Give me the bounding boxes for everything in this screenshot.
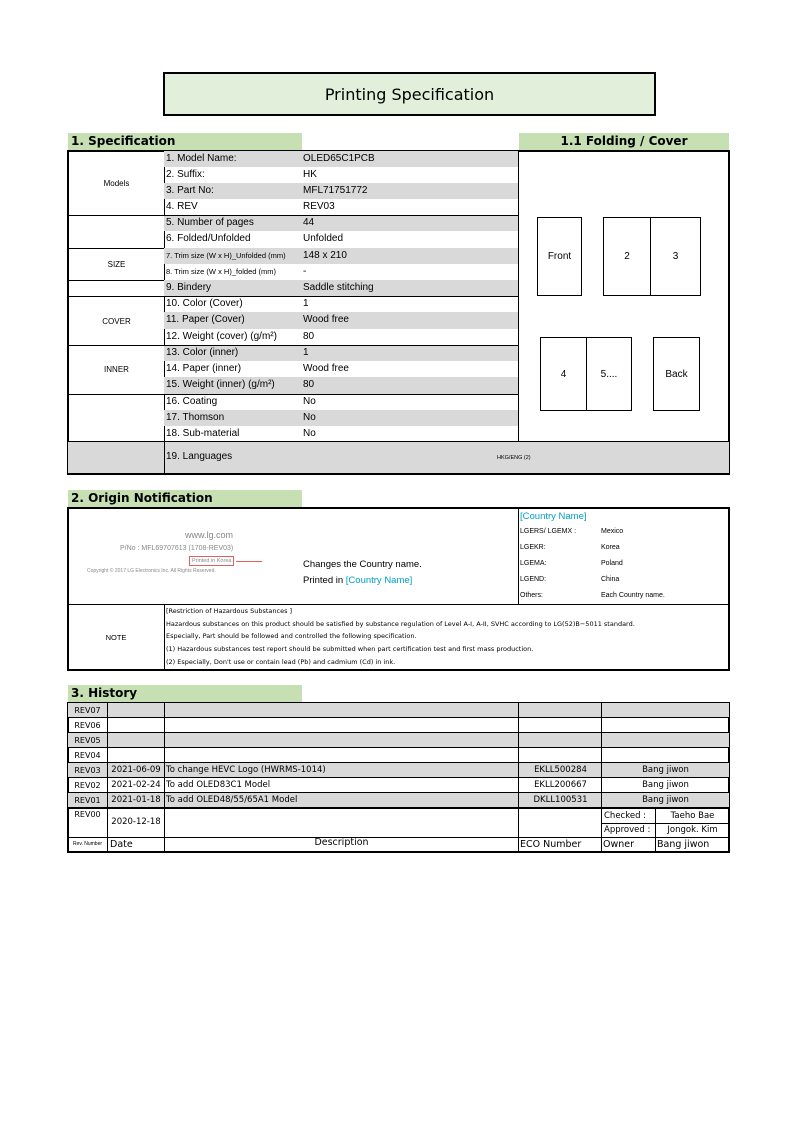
history-section-title: 3. History <box>68 685 302 702</box>
note-line: Especially, Part should be followed and controlled the following specification. <box>166 632 417 640</box>
country-name: Each Country name. <box>601 592 665 599</box>
country-code: Others: <box>520 592 543 599</box>
checked-label: Checked : <box>604 811 647 821</box>
history-row <box>68 748 729 763</box>
country-code: LGEND: <box>520 576 547 583</box>
country-code: LGERS/ LGEMX : <box>520 528 577 535</box>
spec-row-value: No <box>303 412 316 423</box>
history-date: 2021-01-18 <box>111 795 161 805</box>
sample-part: P/No : MFL69707613 (1708-REV03) <box>120 545 234 552</box>
spec-row-value: 1 <box>303 298 309 309</box>
country-name: China <box>601 576 620 583</box>
spec-divider <box>518 151 519 442</box>
history-row <box>68 793 729 808</box>
panel-4: 4 <box>540 337 587 411</box>
rev00-top <box>68 808 729 809</box>
hist-col-line <box>518 703 519 852</box>
printed-in-text: Printed in [Country Name] <box>303 575 413 586</box>
spec-row-value: Saddle stitching <box>303 282 374 293</box>
rev00-label: REV00 <box>74 810 101 819</box>
spec-row-value: HK <box>303 169 317 180</box>
spec-row-value: Wood free <box>303 314 349 325</box>
country-name: Mexico <box>601 528 624 535</box>
history-row <box>68 763 729 778</box>
sample-copyright: Copyright © 2017 LG Electronics Inc. All Rights Reserved. <box>87 568 216 574</box>
footer-rev: Rev. Number <box>72 841 103 847</box>
spec-row-key: 9. Bindery <box>166 282 212 293</box>
spec-row-value: REV03 <box>303 201 335 212</box>
spec-row-value: 148 x 210 <box>303 250 347 261</box>
grp-sep <box>68 215 518 216</box>
approved-label: Approved : <box>604 825 651 835</box>
panel-back: Back <box>653 337 700 411</box>
page-title: Printing Specification <box>163 72 656 116</box>
country-row <box>520 588 728 604</box>
history-owner: Bang jiwon <box>642 780 689 790</box>
checked-name: Taeho Bae <box>670 811 715 821</box>
note-label: NOTE <box>105 632 127 642</box>
sample-url: www.lg.com <box>185 530 234 540</box>
spec-row <box>164 183 518 199</box>
history-row <box>68 778 729 793</box>
grp-sep <box>68 280 164 281</box>
spec-row <box>164 151 518 167</box>
panel-2: 2 <box>603 217 651 296</box>
origin-divider <box>518 508 519 604</box>
history-eco: EKLL500284 <box>534 765 587 775</box>
note-line: (1) Hazardous substances test report should be submitted when part certification test and first mass production. <box>166 645 534 653</box>
origin-section-title: 2. Origin Notification <box>68 490 302 507</box>
history-rev: REV02 <box>74 781 101 790</box>
spec-row-value: MFL71751772 <box>303 185 368 196</box>
country-name: Poland <box>601 560 623 567</box>
spec-row <box>164 280 518 296</box>
spec-row <box>164 377 518 394</box>
country-row <box>520 524 728 540</box>
spec-row <box>164 231 518 247</box>
grp-sep <box>68 248 164 249</box>
history-row <box>68 733 729 748</box>
history-desc: To add OLED48/55/65A1 Model <box>166 795 298 805</box>
panel-3: 3 <box>650 217 701 296</box>
footer-owner-name: Bang jiwon <box>657 839 710 850</box>
history-date: 2021-02-24 <box>111 780 161 790</box>
spec-row-key: 2. Suffix: <box>166 169 205 180</box>
spec-row-value: No <box>303 428 316 439</box>
spec-row-value: Wood free <box>303 363 349 374</box>
spec-row-key: 13. Color (inner) <box>166 347 239 358</box>
country-name: Korea <box>601 544 620 551</box>
spec-row <box>164 312 518 329</box>
group-size: SIZE <box>107 259 126 269</box>
footer-owner-div <box>655 838 656 852</box>
change-text: Changes the Country name. <box>303 559 422 570</box>
footer-eco: ECO Number <box>520 839 582 850</box>
spec-row <box>164 361 518 377</box>
grp-sep <box>68 394 518 395</box>
spec-row-key: 7. Trim size (W x H)_Unfolded (mm) <box>166 251 286 260</box>
spec-row-value: 1 <box>303 347 309 358</box>
spec-row-key: 3. Part No: <box>166 185 214 196</box>
spec-row <box>164 215 518 231</box>
history-owner: Bang jiwon <box>642 795 689 805</box>
spec-row <box>164 167 518 183</box>
spec-row <box>164 296 518 312</box>
languages-value: HKG/ENG (2) <box>497 455 531 461</box>
history-desc: To add OLED83C1 Model <box>166 780 271 790</box>
history-row <box>68 703 729 718</box>
rev00-mid <box>602 823 729 824</box>
history-rev: REV04 <box>74 751 101 760</box>
note-line: (2) Especially, Don't use or contain lead (Pb) and cadmium (Cd) in ink. <box>166 658 396 666</box>
spec-row-value: No <box>303 396 316 407</box>
folding-section-title: 1.1 Folding / Cover <box>519 133 729 150</box>
history-rev: REV01 <box>74 796 101 805</box>
arrow-icon <box>236 561 262 562</box>
origin-sep <box>68 604 729 605</box>
history-rev: REV06 <box>74 721 101 730</box>
spec-row-value: - <box>303 266 307 277</box>
spec-row-value: 80 <box>303 379 315 390</box>
spec-row <box>164 426 518 442</box>
country-name-header: [Country Name] <box>520 511 587 522</box>
hist-col-line <box>164 703 165 852</box>
spec-row <box>164 410 518 426</box>
spec-row-key: 15. Weight (inner) (g/m²) <box>166 379 275 390</box>
spec-row <box>164 248 518 264</box>
country-row <box>520 540 728 556</box>
note-line: Hazardous substances on this product should be satisfied by substance regulation of Level A-I, A-II, SVHC according to LG(52)B−5011 standard. <box>166 620 635 628</box>
note-divider <box>164 605 165 669</box>
spec-row-key: 4. REV <box>166 201 198 212</box>
spec-row <box>164 329 518 345</box>
languages-label: 19. Languages <box>166 451 233 462</box>
spec-row-key: 6. Folded/Unfolded <box>166 233 251 244</box>
spec-section-title: 1. Specification <box>68 133 302 150</box>
spec-row-key: 12. Weight (cover) (g/m²) <box>166 331 277 342</box>
spec-row <box>164 199 518 215</box>
approved-name: Jongok. Kim <box>667 825 718 835</box>
footer-desc: Description <box>314 837 369 848</box>
group-inner: INNER <box>104 364 129 374</box>
history-rev: REV03 <box>74 766 101 775</box>
history-desc: To change HEVC Logo (HWRMS-1014) <box>166 765 326 775</box>
spec-row-key: 8. Trim size (W x H)_folded (mm) <box>166 267 277 276</box>
spec-row-key: 17. Thomson <box>166 412 225 423</box>
spec-row <box>164 345 518 361</box>
history-eco: DKLL100531 <box>533 795 588 805</box>
group-cover: COVER <box>102 316 131 326</box>
history-eco: EKLL200667 <box>534 780 587 790</box>
group-models: Models <box>103 178 130 188</box>
grp-sep <box>68 345 518 346</box>
hist-col-line <box>601 703 602 852</box>
note-line: [Restriction of Hazardous Substances ] <box>166 607 293 615</box>
spec-row-key: 14. Paper (inner) <box>166 363 242 374</box>
rev00-date: 2020-12-18 <box>111 817 161 827</box>
country-row <box>520 572 728 588</box>
spec-row-key: 16. Coating <box>166 396 218 407</box>
sample-printed-in: Printed in Korea <box>189 556 234 566</box>
spec-row-value: 44 <box>303 217 315 228</box>
lang-divider <box>164 442 165 473</box>
spec-row-key: 5. Number of pages <box>166 217 254 228</box>
panel-5: 5.... <box>586 337 632 411</box>
panel-front: Front <box>537 217 582 296</box>
history-date: 2021-06-09 <box>111 765 161 775</box>
hist-col-line <box>107 703 108 852</box>
spec-row-key: 10. Color (Cover) <box>166 298 243 309</box>
country-code: LGEKR: <box>520 544 546 551</box>
history-rev: REV07 <box>74 706 101 715</box>
spec-row-key: 18. Sub-material <box>166 428 240 439</box>
footer-owner: Owner <box>603 839 635 850</box>
spec-row <box>164 264 518 280</box>
country-row <box>520 556 728 572</box>
spec-row-key: 11. Paper (Cover) <box>166 314 245 325</box>
history-rev: REV05 <box>74 736 101 745</box>
spec-row-value: OLED65C1PCB <box>303 153 375 164</box>
grp-sep <box>68 296 518 297</box>
spec-row-value: 80 <box>303 331 315 342</box>
footer-date: Date <box>110 839 133 850</box>
history-owner: Bang jiwon <box>642 765 689 775</box>
spec-row-key: 1. Model Name: <box>166 153 237 164</box>
country-code: LGEMA: <box>520 560 547 567</box>
spec-row-value: Unfolded <box>303 233 344 244</box>
history-row <box>68 718 729 733</box>
spec-row <box>164 394 518 410</box>
